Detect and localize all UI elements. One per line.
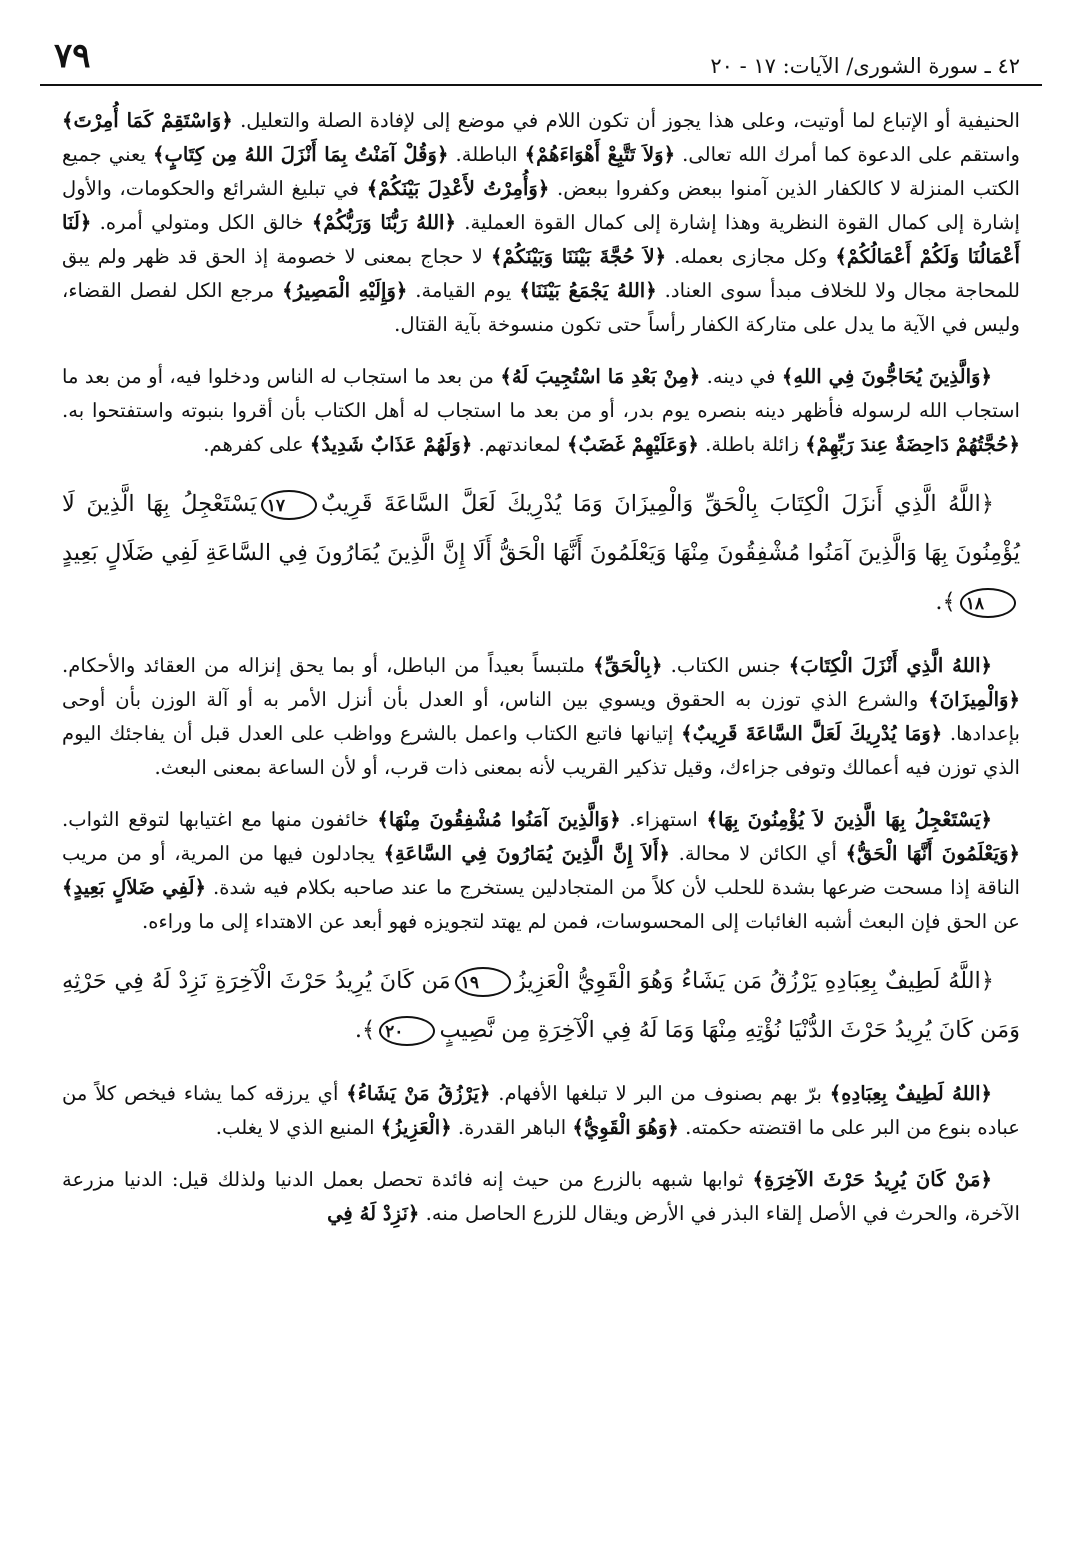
text: ثوابها شبهه بالزرع من حيث إنه فائدة تحصل بعمل الدنيا ولذلك قيل: الدنيا مزرعة الآخرة، والحرث في الأصل إلقاء البذر في الأرض ويقال للزرع الحاصل منه. [62,1168,1020,1225]
quran-quote: ﴿وَعَلَيْهِمْ غَضَبٌ﴾ [567,433,699,456]
verse-number-badge: ١٩ [455,967,511,997]
quran-quote: ﴿نَزِدْ لَهُ فِي [327,1202,420,1225]
quran-quote: ﴿وَالَّذِينَ آمَنُوا مُشْفِقُونَ مِنْهَا﴾ [377,808,621,831]
quran-quote: ﴿مَنْ كَانَ يُرِيدُ حَرْثَ الآخِرَةِ﴾ [752,1168,992,1191]
text: لمعاندتهم. [472,433,567,456]
text: مرجع الكل لفصل القضاء، وليس في الآية ما يدل على متاركة الكفار رأساً حتى تكون منسوخة بآية القتال. [62,279,1020,336]
quran-quote: ﴿اللهُ رَبُّنَا وَرَبُّكُمْ﴾ [311,211,456,234]
quran-quote: ﴿يَسْتَعْجِلُ بِهَا الَّذِينَ لاَ يُؤْمِنُونَ بِهَا﴾ [706,808,993,831]
text: ملتبساً بعيداً من الباطل، أو بما يحق إنزاله من العقائد والأحكام. [62,654,594,677]
quran-quote: ﴿وَالَّذِينَ يُحَاجُّونَ فِي اللهِ﴾ [781,365,992,388]
quran-quote: ﴿الْعَزِيزُ﴾ [380,1116,452,1139]
quran-quote: ﴿لاَ حُجَّةَ بَيْنَنَا وَبَيْنَكُمْ﴾ [490,245,667,268]
text: استهزاء. [620,808,707,831]
verse-text: ﴿اللَّهُ لَطِيفٌ بِعِبَادِهِ يَرْزُقُ مَن يَشَاءُ وَهُوَ الْقَوِيُّ الْعَزِيزُ [514,968,994,994]
quran-quote: ﴿وَإِلَيْهِ الْمَصِيرُ﴾ [282,279,408,302]
page-header [40,34,1042,86]
quran-quote: ﴿وَهُوَ الْقَوِيُّ﴾ [572,1116,679,1139]
quran-quote: ﴿وَقُلْ آمَنْتُ بِمَا أَنْزَلَ اللهُ مِن كِتَابٍ﴾ [152,143,449,166]
verse-end: ﴾. [935,589,956,615]
text: من بعد ما استجاب له الناس ودخلوا فيه، أو من بعد ما استجاب الله لرسوله فأظهر دينه بنصره يوم بدر، أو من بعد ما استجاب له أهل الكتاب بأن أقروا بنبوته واستفتحوا به. [62,365,1020,422]
text: أي يرزقه كما يشاء فيخص كلاً من عباده بنوع من البر على ما اقتضته حكمته. [62,1082,1020,1139]
quran-quote: ﴿حُجَّتُهُمْ دَاحِضَةٌ عِندَ رَبِّهِمْ﴾ [805,433,1020,456]
text: والشرع الذي توزن به الحقوق ويسوي بين الناس، أو العدل بأن أنزل الأمر به أو آلة الوزن بأن أوحى بإعدادها. [62,688,1020,745]
running-head: ٤٢ ـ سورة الشورى/ الآيات: ١٧ - ٢٠ [710,54,1020,78]
quran-quote: ﴿اللهُ يَجْمَعُ بَيْنَنَا﴾ [519,279,657,302]
quran-quote: ﴿لَفِي ضَلاَلٍ بَعِيدٍ﴾ [62,876,206,899]
text: جنس الكتاب. [662,654,789,677]
text: زائلة باطلة. [698,433,806,456]
page-content [62,104,1020,1249]
verse-number-badge: ١٨ [960,588,1016,618]
text: على كفرهم. [203,433,310,456]
text: يوم القيامة. [407,279,520,302]
text: خائفون منها مع اغتيابها لتوقع الثواب. [62,808,378,831]
text: في دينه. [700,365,782,388]
verse-end: ﴾. [354,1017,376,1043]
verse-text: ﴿اللَّهُ الَّذِي أَنزَلَ الْكِتَابَ بِالْحَقِّ وَالْمِيزَانَ وَمَا يُدْرِيكَ لَعَلَّ السَّاعَةَ قَرِيبٌ [320,491,994,517]
verse-number-badge: ٢٠ [379,1016,435,1046]
paragraph-4 [62,803,1020,939]
quran-quote: ﴿وَلَهُمْ عَذَابٌ شَدِيدٌ﴾ [309,433,473,456]
quran-quote: ﴿وَيَعْلَمُونَ أَنَّهَا الْحَقُّ﴾ [845,842,1020,865]
quran-quote: ﴿يَرْزُقُ مَنْ يَشَاءُ﴾ [346,1082,491,1105]
quran-quote: ﴿وَمَا يُدْرِيكَ لَعَلَّ السَّاعَةَ قَرِيبٌ﴾ [681,722,943,745]
verses-17-18 [62,480,1020,627]
text: الباطلة. [448,143,525,166]
text: الحنيفية أو الإتباع لما أوتيت، وعلى هذا يجوز أن تكون اللام في موضع إلى لإفادة الصلة والتعليل. [232,109,1020,132]
paragraph-5 [62,1077,1020,1145]
quran-quote: ﴿وَاسْتَقِمْ كَمَا أُمِرْتَ﴾ [62,109,233,132]
quran-quote: ﴿مِنْ بَعْدِ مَا اسْتُجِيبَ لَهُ﴾ [500,365,701,388]
text: لا حجاج بمعنى لا خصومة إذ الحق قد ظهر ولم يبق للمحاجة مجال ولا للخلاف مبدأ سوى العناد. [62,245,1021,302]
quran-quote: ﴿لَنَا أَعْمَالُنَا وَلَكُمْ أَعْمَالُكُمْ﴾ [62,211,1020,268]
quran-quote: ﴿بِالْحَقِّ﴾ [593,654,663,677]
text: واستقم على الدعوة كما أمرك الله تعالى. [675,143,1020,166]
quran-quote: ﴿اللهُ لَطِيفٌ بِعِبَادِهِ﴾ [829,1082,993,1105]
quran-quote: ﴿وَالْمِيزَانَ﴾ [928,688,1020,711]
text: أي الكائن لا محالة. [670,842,846,865]
quran-quote: ﴿وَلاَ تَتَّبِعْ أَهْوَاءَهُمْ﴾ [524,143,676,166]
text: الباهر القدرة. [451,1116,573,1139]
text: وكل مجازى بعمله. [666,245,836,268]
paragraph-6 [62,1163,1020,1231]
verses-19-20 [62,957,1020,1055]
page-number: ٧٩ [54,36,91,76]
verse-text: يَسْتَعْجِلُ بِهَا الَّذِينَ لَا يُؤْمِنُونَ بِهَا وَالَّذِينَ آمَنُوا مُشْفِقُونَ مِنْهَا وَيَعْلَمُونَ أَنَّهَا الْحَقُّ أَلَا إِنَّ الَّذِينَ يُمَارُونَ فِي السَّاعَةِ لَفِي ضَلَالٍ بَعِيدٍ [62,491,1020,566]
quran-quote: ﴿أَلاَ إِنَّ الَّذِينَ يُمَارُونَ فِي السَّاعَةِ﴾ [383,842,671,865]
quran-quote: ﴿وَأُمِرْتُ لأَعْدِلَ بَيْنَكُمْ﴾ [366,177,550,200]
text: برّ بهم بصنوف من البر لا تبلغها الأفهام. [490,1082,830,1105]
paragraph-3 [62,649,1020,785]
paragraph-2 [62,360,1020,462]
verse-text: مَن كَانَ يُرِيدُ حَرْثَ الْآخِرَةِ نَزِدْ لَهُ فِي حَرْثِهِ وَمَن كَانَ يُرِيدُ حَرْثَ الدُّنْيَا نُؤْتِهِ مِنْهَا وَمَا لَهُ فِي الْآخِرَةِ مِن نَّصِيبٍ [62,968,1020,1043]
text: المنيع الذي لا يغلب. [215,1116,381,1139]
text: خالق الكل ومتولي أمره. [91,211,312,234]
text: يجادلون فيها من المرية، أو من مريب الناقة إذا مسحت ضرعها بشدة للحلب لأن كلاً من المتجادلين يستخرج ما عند صاحبه بكلام فيه شدة. [62,842,1020,899]
text: في تبليغ الشرائع والحكومات، والأول إشارة إلى كمال القوة النظرية وهذا إشارة إلى كمال القوة العملية. [62,177,1020,234]
paragraph-1 [62,104,1020,342]
text: عن الحق فإن البعث أشبه الغائبات إلى المحسوسات، فمن لم يهتد لتجويزه فهو أبعد عن الاهتداء إلى ما وراءه. [142,910,1020,933]
text: إتيانها فاتبع الكتاب واعمل بالشرع وواظب على العدل قبل أن يفاجئك اليوم الذي توزن فيه أعمالك وتوفى جزاءك، وقيل تذكير القريب لأنه بمعنى ذات قرب، أو لأن الساعة بمعنى البعث. [62,722,1020,779]
verse-number-badge: ١٧ [261,490,317,520]
quran-quote: ﴿اللهُ الَّذِي أَنْزَلَ الْكِتَابَ﴾ [788,654,993,677]
text: يعني جميع الكتب المنزلة لا كالكفار الذين آمنوا ببعض وكفروا ببعض. [62,143,1020,200]
